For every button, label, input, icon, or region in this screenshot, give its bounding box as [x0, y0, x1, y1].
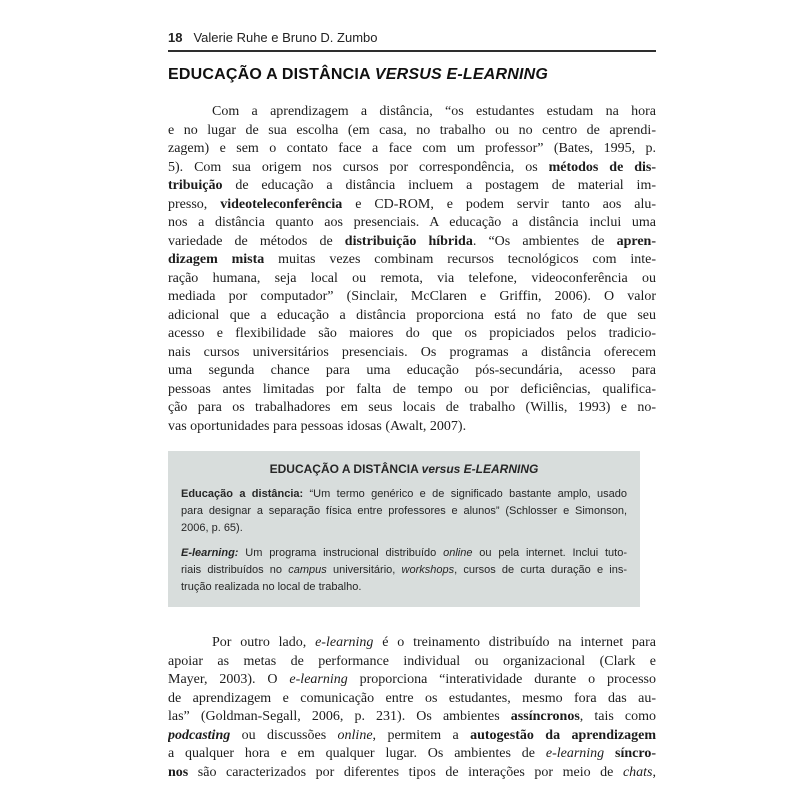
text-line	[168, 418, 656, 437]
text-segment: campus	[288, 564, 327, 576]
text-segment: Um programa instrucional distribuído	[238, 547, 444, 559]
text-line	[168, 177, 656, 196]
text-segment: 2006, p. 65).	[181, 522, 243, 534]
text-segment: métodos de dis-	[548, 159, 656, 175]
text-segment: vas oportunidades para pessoas idosas (Awalt, 2007).	[168, 418, 467, 434]
definition-box-paragraph-2	[181, 545, 627, 596]
definition-box-paragraph-1	[181, 486, 627, 537]
text-segment: EDUCAÇÃO A DISTÂNCIA	[269, 462, 422, 476]
text-segment: Com a aprendizagem a distância, “os estudantes estudam na hora	[212, 104, 656, 119]
text-segment	[604, 746, 615, 761]
text-line	[168, 307, 656, 326]
text-line	[168, 381, 656, 400]
text-segment: ção para os trabalhadores em seus locais de trabalho (Willis, 1993) e no-	[168, 400, 656, 415]
text-segment: proporciona “interatividade durante o processo	[347, 672, 656, 687]
text-segment: e no lugar de sua escolha (em casa, no trabalho ou no centro de aprendi-	[168, 122, 656, 138]
text-segment: muitas vezes combinam recursos tecnológicos com inte-	[264, 252, 656, 267]
text-segment: “Um termo genérico e de significado bastante amplo, usado	[303, 488, 627, 500]
text-segment: a qualquer hora e em qualquer lugar. Os ambientes de	[168, 746, 546, 761]
text-segment: VERSUS E-LEARNING	[374, 66, 549, 83]
text-segment: nos	[168, 764, 189, 780]
text-segment: distribuição híbrida	[344, 233, 473, 249]
page-number: 18	[168, 30, 183, 45]
text-line	[181, 562, 627, 579]
text-line	[168, 690, 656, 709]
text-segment: workshops	[401, 564, 455, 576]
text-line	[168, 708, 656, 727]
text-segment: acesso e flexibilidade são maiores do que os propiciados pelos tradicio-	[168, 326, 656, 341]
text-segment: mediada por computador” (Sinclair, McClaren e Griffin, 2006). O valor	[168, 289, 656, 304]
text-segment: online	[337, 727, 373, 743]
text-segment: de aprendizagem e comunicação entre os estudantes, mesmo fora das au-	[168, 690, 656, 706]
text-segment: variedade de métodos de	[168, 233, 345, 249]
text-segment: zagem) e sem o contato face a face com um professor” (Bates, 1995, p.	[168, 141, 656, 156]
text-line	[168, 745, 656, 764]
text-line	[168, 122, 656, 141]
definition-box-title	[181, 461, 627, 478]
text-segment: é o treinamento distribuído na internet para	[373, 635, 656, 650]
text-segment: , tais como	[579, 709, 656, 724]
text-segment: EDUCAÇÃO A DISTÂNCIA	[168, 66, 375, 83]
text-line	[168, 727, 656, 746]
text-segment: adicional que a educação a distância proporciona está no fato de que seu	[168, 307, 656, 323]
text-segment: chats	[622, 764, 653, 780]
body-paragraph-2	[168, 634, 656, 782]
text-segment: são caracterizados por diferentes tipos de interações por meio de	[188, 764, 623, 780]
text-line	[181, 486, 627, 503]
body-paragraph-1	[168, 103, 656, 436]
text-line	[168, 103, 656, 122]
text-line	[168, 653, 656, 672]
text-segment: . “Os ambientes de	[472, 233, 617, 249]
text-segment: videoteleconferência	[220, 196, 343, 212]
text-line	[168, 671, 656, 690]
running-header-authors: Valerie Ruhe e Bruno D. Zumbo	[193, 30, 378, 45]
text-line	[168, 140, 656, 159]
text-segment: ou pela internet. Inclui tuto-	[472, 547, 627, 559]
text-line	[168, 214, 656, 233]
text-segment: síncro-	[615, 746, 656, 761]
text-segment: assíncronos	[510, 709, 580, 724]
text-segment: presso,	[168, 196, 221, 212]
text-segment: E-learning:	[181, 547, 239, 559]
text-segment: de educação a distância incluem a postagem de material im-	[222, 178, 656, 193]
text-segment: apoiar as metas de performance individual ou organizacional (Clark e	[168, 653, 656, 669]
text-segment: ou discussões	[230, 727, 338, 743]
text-segment: e-learning	[289, 672, 348, 687]
text-line	[168, 196, 656, 215]
definition-box	[168, 451, 640, 607]
text-segment: autogestão da aprendizagem	[470, 727, 656, 743]
text-line	[181, 579, 627, 596]
text-line	[168, 344, 656, 363]
text-segment: apren-	[616, 233, 656, 249]
text-line	[181, 520, 627, 537]
text-segment: uma segunda chance para uma educação pós-secundária, acesso para	[168, 363, 656, 378]
text-line	[168, 634, 656, 653]
text-segment: tribuição	[168, 178, 223, 193]
text-segment: e CD-ROM, e podem servir tanto aos alu-	[342, 196, 656, 212]
section-heading	[168, 66, 656, 84]
text-line	[181, 545, 627, 562]
text-segment: riais distribuídos no	[181, 564, 289, 576]
text-segment: versus E-LEARNING	[421, 462, 539, 476]
text-segment: dizagem mista	[168, 252, 265, 267]
text-segment: trução realizada no local de trabalho.	[181, 581, 362, 593]
text-line	[168, 251, 656, 270]
text-line	[168, 764, 656, 783]
text-segment: las” (Goldman-Segall, 2006, p. 231). Os ambientes	[168, 709, 511, 724]
text-line	[168, 159, 656, 178]
running-header	[168, 30, 656, 52]
text-line	[168, 399, 656, 418]
text-segment: e-learning	[315, 635, 374, 650]
text-segment: podcasting	[168, 727, 231, 743]
text-segment: ração humana, seja local ou remota, via telefone, videoconferência ou	[168, 270, 656, 286]
text-segment: pessoas antes limitadas por falta de tempo ou por deficiências, qualifica-	[168, 381, 656, 397]
text-line	[168, 233, 656, 252]
text-segment: nais cursos universitários presenciais. Os programas a distância oferecem	[168, 344, 656, 360]
text-segment: ,	[652, 764, 656, 780]
page-content-column	[168, 30, 656, 782]
text-segment: , permitem a	[372, 727, 471, 743]
text-segment: 5). Com sua origem nos cursos por correspondência, os	[168, 159, 549, 175]
text-line	[168, 288, 656, 307]
text-line	[168, 270, 656, 289]
text-line	[181, 503, 627, 520]
text-line	[168, 362, 656, 381]
text-line	[168, 325, 656, 344]
text-segment: online	[443, 547, 473, 559]
text-segment: para designar a separação física entre professores e alunos” (Schlosser e Simonson,	[181, 505, 627, 517]
text-segment: Por outro lado,	[212, 635, 316, 650]
text-segment: universitário,	[326, 564, 402, 576]
text-segment: Mayer, 2003). O	[168, 672, 290, 687]
text-segment: nos a distância quanto aos presenciais. A educação a distância inclui uma	[168, 215, 656, 230]
text-segment: e-learning	[545, 746, 605, 761]
text-segment: Educação a distância:	[181, 488, 304, 500]
text-segment: , cursos de curta duração e ins-	[454, 564, 627, 576]
